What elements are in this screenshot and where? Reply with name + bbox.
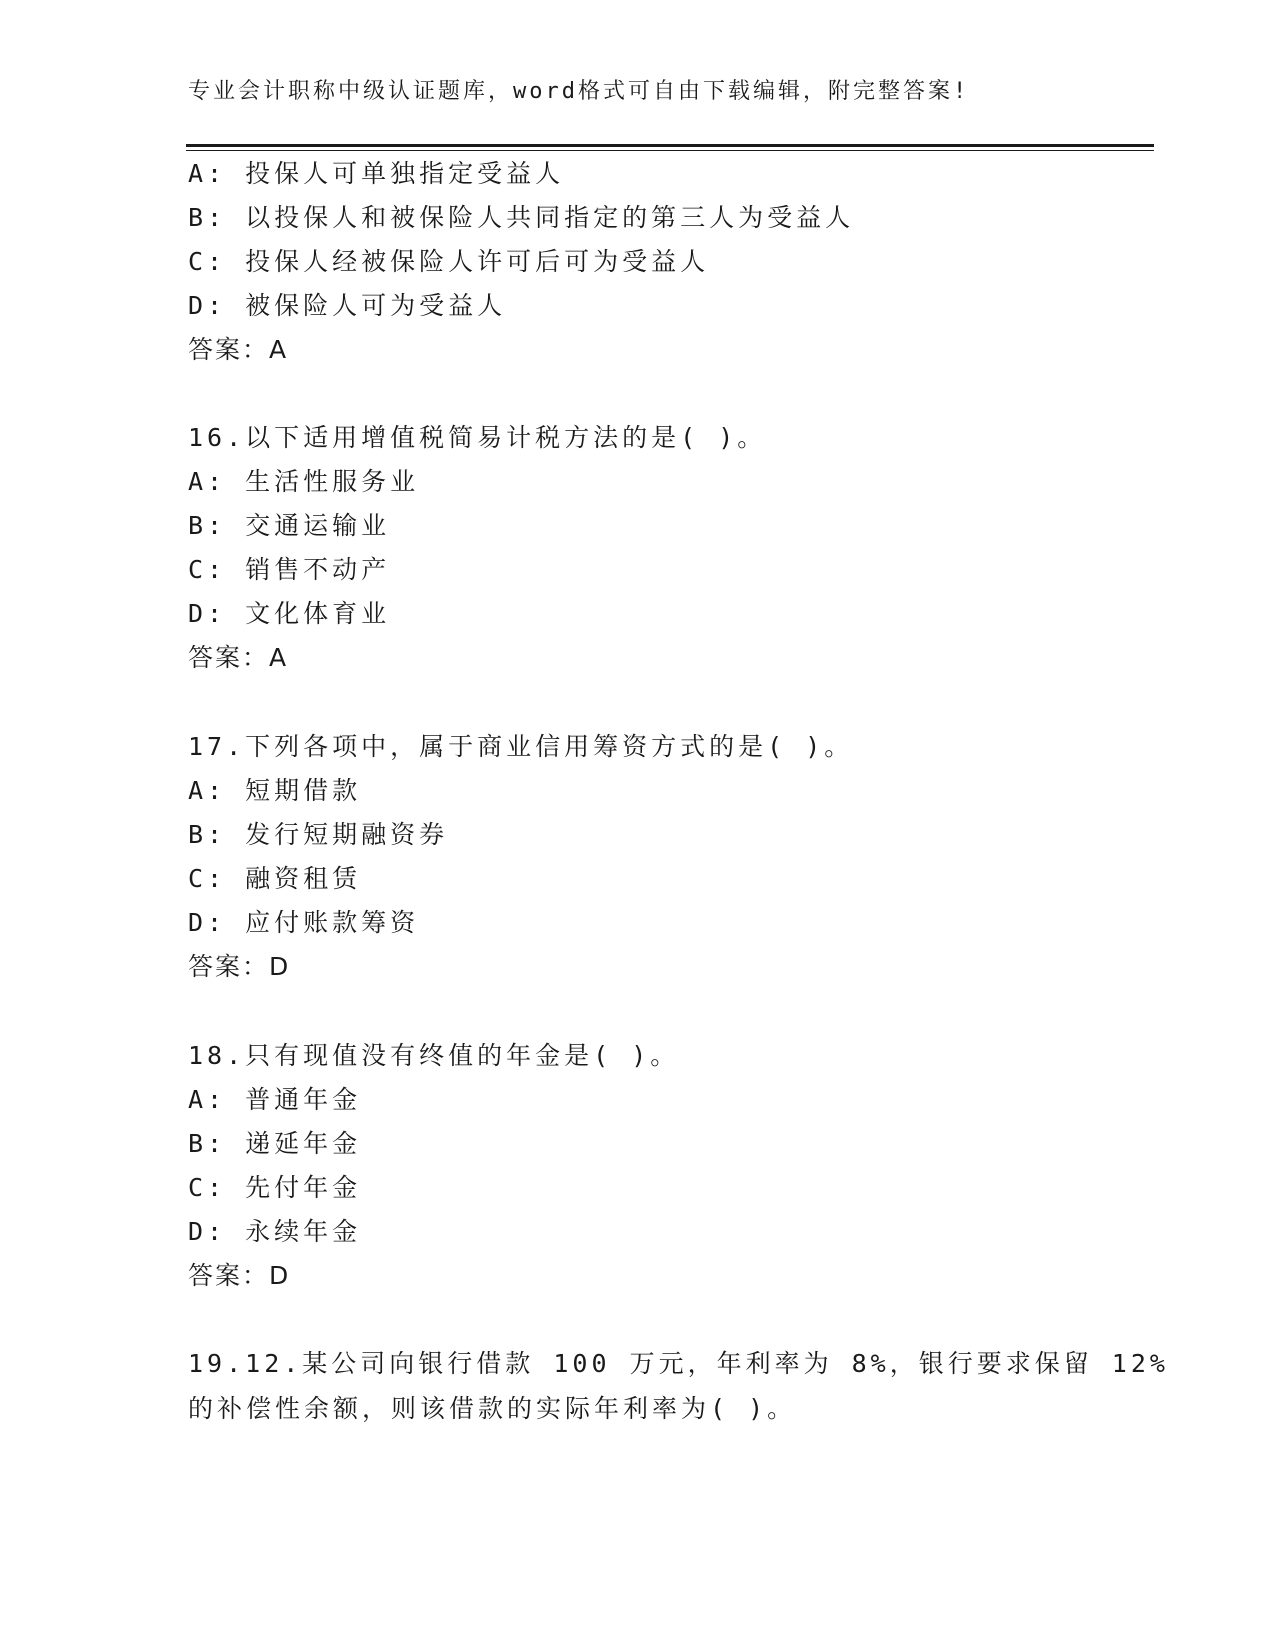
q17-answer: 答案：D [188, 952, 291, 981]
q15-option-c: C: 投保人经被保险人许可后可为受益人 [188, 247, 710, 276]
q19-question-line-2: 的补偿性余额，则该借款的实际年利率为( )。 [188, 1394, 797, 1423]
q18-question: 18.只有现值没有终值的年金是( )。 [188, 1041, 680, 1070]
q15-option-b: B: 以投保人和被保险人共同指定的第三人为受益人 [188, 203, 855, 232]
q15-option-a: A: 投保人可单独指定受益人 [188, 159, 565, 188]
q16-option-c: C: 销售不动产 [188, 555, 391, 584]
q19-question-line-1: 19.12.某公司向银行借款 100 万元，年利率为 8%，银行要求保留 12% [188, 1349, 1169, 1378]
q16-option-d: D: 文化体育业 [188, 599, 391, 628]
q17-option-b: B: 发行短期融资券 [188, 820, 449, 849]
q17-option-c: C: 融资租赁 [188, 864, 362, 893]
q18-option-d: D: 永续年金 [188, 1217, 362, 1246]
q18-option-b: B: 递延年金 [188, 1129, 362, 1158]
q18-answer: 答案：D [188, 1261, 291, 1290]
q18-option-c: C: 先付年金 [188, 1173, 362, 1202]
q16-option-a: A: 生活性服务业 [188, 467, 420, 496]
page-header: 专业会计职称中级认证题库，word格式可自由下载编辑，附完整答案! [188, 79, 970, 104]
q15-option-d: D: 被保险人可为受益人 [188, 291, 507, 320]
header-rule-thick [186, 144, 1154, 147]
q17-option-a: A: 短期借款 [188, 776, 362, 805]
q17-question: 17.下列各项中，属于商业信用筹资方式的是( )。 [188, 732, 854, 761]
q18-option-a: A: 普通年金 [188, 1085, 362, 1114]
q17-option-d: D: 应付账款筹资 [188, 908, 420, 937]
q15-answer: 答案：A [188, 335, 289, 364]
header-rule-thin [186, 150, 1154, 151]
q16-answer: 答案：A [188, 643, 289, 672]
q16-option-b: B: 交通运输业 [188, 511, 391, 540]
q16-question: 16.以下适用增值税简易计税方法的是( )。 [188, 423, 767, 452]
